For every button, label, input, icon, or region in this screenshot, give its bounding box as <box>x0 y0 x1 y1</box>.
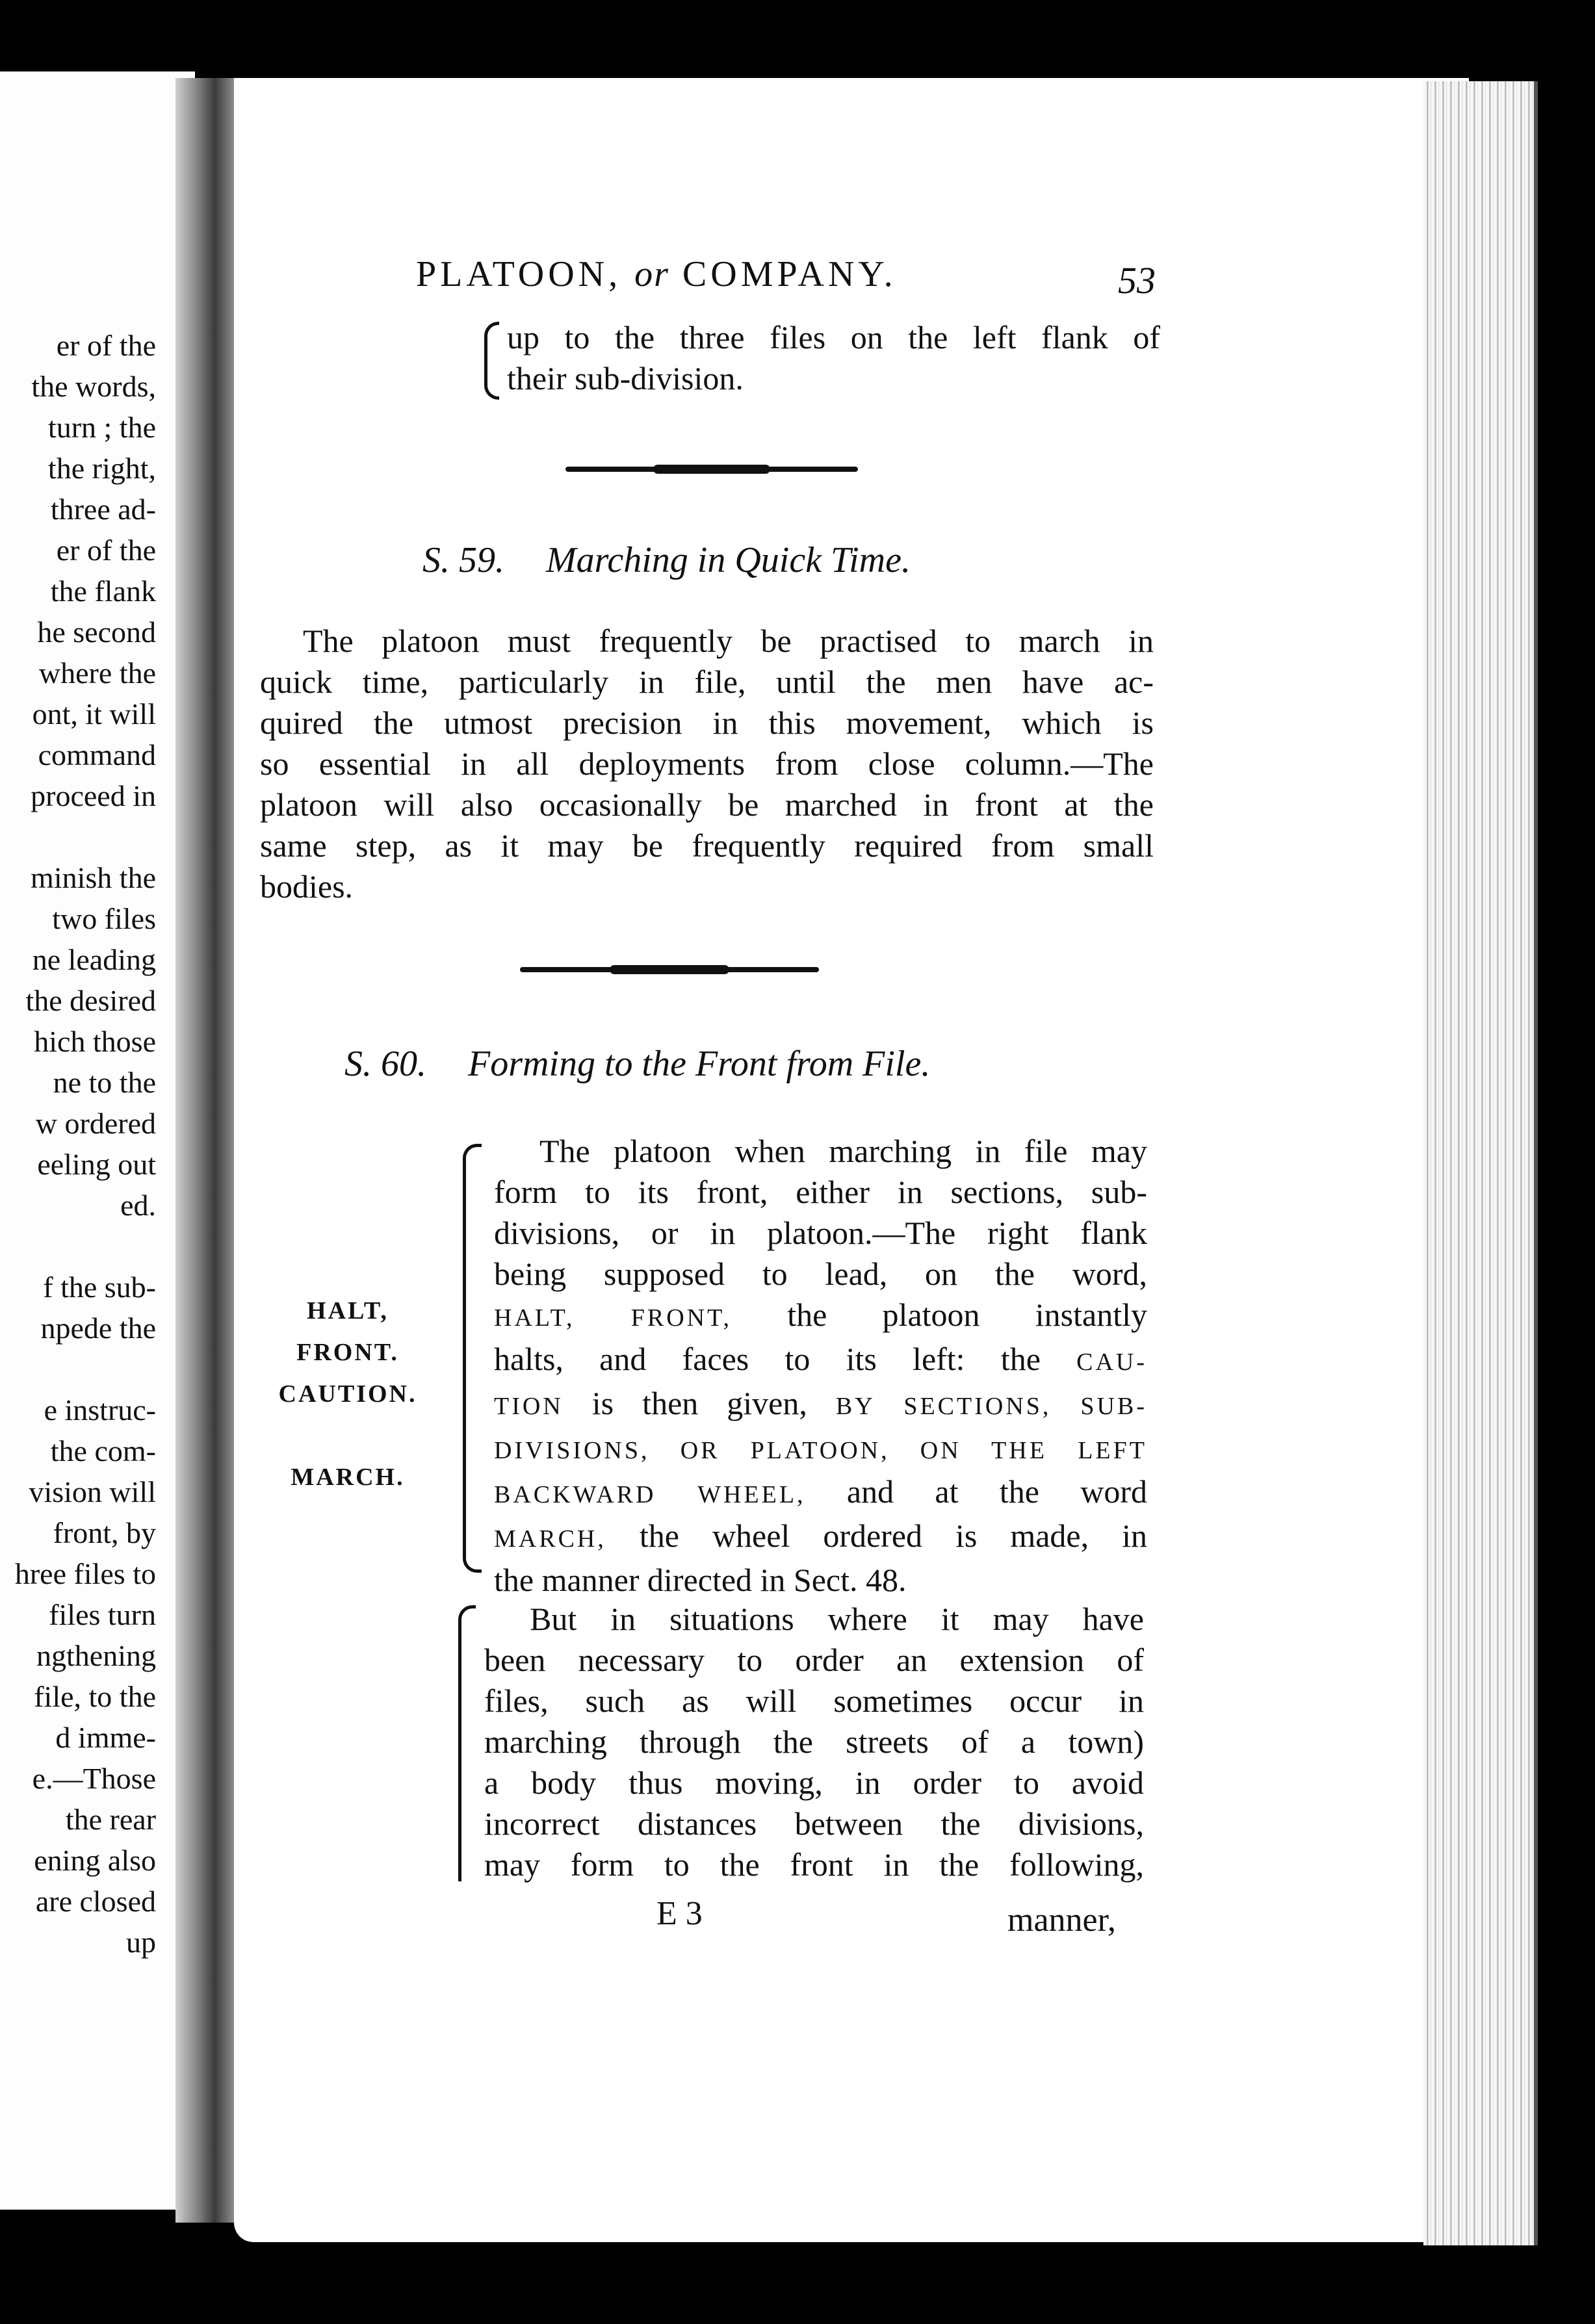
section-59-line: quick time, particularly in file, until the men have ac- <box>260 664 1154 700</box>
left-page-line: the com- <box>50 1434 156 1467</box>
para2-line: marching through the streets of a town) <box>484 1724 1144 1760</box>
left-page-line: he second <box>37 615 156 649</box>
page-edges <box>1423 81 1538 2245</box>
small-caps-text: BY SECTIONS, SUB- <box>835 1393 1147 1420</box>
left-page-line: minish the <box>31 861 156 894</box>
left-page-line: proceed in <box>31 779 156 812</box>
left-page-line: f the sub- <box>43 1271 156 1304</box>
section-59-line: The platoon must frequently be practised to march in <box>303 623 1154 659</box>
page-number: 53 <box>1118 259 1156 302</box>
left-page-line: e.—Those <box>32 1762 156 1795</box>
left-page-line: npede the <box>40 1311 156 1345</box>
section-59-line: platoon will also occasionally be marched in front at the <box>260 786 1154 823</box>
para1-text: is then given, <box>563 1385 836 1421</box>
left-page-line: command <box>38 738 156 771</box>
para2-line: may form to the front in the following, <box>484 1846 1144 1883</box>
left-page-gap <box>0 1349 156 1389</box>
small-caps-text: DIVISIONS, OR PLATOON, ON THE LEFT <box>494 1437 1147 1464</box>
section-59-line: quired the utmost precision in this movement, which is <box>260 704 1154 741</box>
continuation-text <box>507 317 1160 399</box>
para1-text: halts, and faces to its left: the <box>494 1341 1077 1377</box>
margin-note <box>260 1415 435 1456</box>
left-page-line: ne to the <box>53 1066 156 1099</box>
para1-line <box>494 1295 1147 1339</box>
left-page-line: ne leading <box>32 943 156 976</box>
left-page-line: ening also <box>34 1844 156 1877</box>
left-page-line: where the <box>38 656 156 690</box>
left-page-line: the flank <box>50 575 156 608</box>
para1-text: The platoon when marching in file may <box>539 1133 1147 1169</box>
left-page-gap <box>0 1226 156 1267</box>
section-60-para-2 <box>484 1599 1144 1885</box>
continuation-line: up to the three files on the left flank of <box>507 319 1160 355</box>
para1-text: the platoon instantly <box>732 1297 1147 1333</box>
left-page-line: turn ; the <box>47 411 156 444</box>
section-60-heading <box>344 1043 930 1085</box>
para1-line <box>494 1383 1147 1427</box>
running-head-part-a: PLATOON, <box>416 254 622 294</box>
section-rule <box>565 467 858 472</box>
left-page-line: d imme- <box>55 1721 156 1754</box>
left-page-line: are closed <box>35 1885 156 1918</box>
para1-line <box>494 1213 1147 1254</box>
catchword: manner, <box>1007 1902 1116 1939</box>
para1-text: form to its front, either in sections, sub- <box>494 1174 1147 1210</box>
left-page-line: two files <box>52 902 156 935</box>
left-page-line: ont, it will <box>32 697 156 730</box>
para2-line: But in situations where it may have <box>530 1601 1144 1637</box>
section-59-title: Marching in Quick Time. <box>546 540 911 580</box>
left-page-line: up <box>126 1926 156 1959</box>
section-60-title: Forming to the Front from File. <box>468 1044 931 1084</box>
left-page-line: er of the <box>56 534 156 567</box>
para1-line <box>494 1172 1147 1213</box>
para1-line <box>494 1471 1147 1516</box>
left-page-line: hree files to <box>14 1557 156 1590</box>
running-head-or: or <box>634 254 669 294</box>
section-59-number: S. 59. <box>422 540 504 580</box>
section-60-number: S. 60. <box>344 1044 426 1084</box>
left-page-line: the words, <box>31 370 156 403</box>
section-59-line: so essential in all deployments from close column.—The <box>260 745 1154 782</box>
section-59-line: same step, as it may be frequently required from small <box>260 827 1154 864</box>
section-59-heading <box>422 539 911 581</box>
small-caps-text: MARCH, <box>494 1525 606 1553</box>
section-60-para-1 <box>494 1131 1147 1601</box>
para1-line <box>494 1131 1147 1172</box>
small-caps-text: TION <box>494 1393 564 1420</box>
para1-text: and at the word <box>805 1473 1148 1510</box>
margin-note: HALT, <box>307 1297 389 1324</box>
para2-line: been necessary to order an extension of <box>484 1642 1144 1678</box>
section-rule <box>520 967 819 972</box>
running-head-part-b: COMPANY. <box>682 254 897 294</box>
left-page-line: vision will <box>29 1475 156 1508</box>
para1-line <box>494 1516 1147 1560</box>
para2-line: files, such as will sometimes occur in <box>484 1683 1144 1719</box>
paragraph-brace <box>458 1605 476 1881</box>
left-page-line: e instruc- <box>44 1393 156 1427</box>
para2-line: a body thus moving, in order to avoid <box>484 1764 1144 1801</box>
margin-note: FRONT. <box>296 1339 399 1366</box>
para2-line: incorrect distances between the divisions, <box>484 1805 1144 1842</box>
left-page-line: er of the <box>56 329 156 362</box>
continuation-brace <box>484 322 499 400</box>
small-caps-text: HALT, FRONT, <box>494 1304 732 1332</box>
continuation-line: their sub-division. <box>507 360 744 396</box>
left-page-line: the desired <box>25 984 156 1017</box>
section-59-line: bodies. <box>260 868 354 905</box>
para1-text: the wheel ordered is made, in <box>606 1517 1147 1554</box>
left-page-line: three ad- <box>50 493 156 526</box>
signature-mark: E 3 <box>656 1895 703 1932</box>
para1-line <box>494 1560 1147 1601</box>
left-page-line: front, by <box>53 1516 156 1549</box>
left-page-line: file, to the <box>34 1680 156 1713</box>
margin-notes <box>260 1290 435 1498</box>
para1-line <box>494 1427 1147 1471</box>
para1-line <box>494 1339 1147 1383</box>
section-59-body <box>260 621 1154 907</box>
left-page-gap <box>0 816 156 857</box>
small-caps-text: BACKWARD WHEEL, <box>494 1481 806 1508</box>
para1-text: being supposed to lead, on the word, <box>494 1256 1147 1292</box>
left-page-line: hich those <box>34 1025 156 1058</box>
para1-line <box>494 1254 1147 1295</box>
running-head <box>416 253 897 295</box>
left-page-line: the rear <box>65 1803 156 1836</box>
left-page-line: ngthening <box>36 1639 156 1672</box>
left-page-text <box>0 325 156 1963</box>
margin-note: CAUTION. <box>278 1380 417 1408</box>
margin-note: MARCH. <box>291 1464 405 1491</box>
left-page-line: ed. <box>120 1189 156 1222</box>
left-page-line: w ordered <box>35 1107 156 1140</box>
left-page-line: the right, <box>47 452 156 485</box>
para1-text: the manner directed in Sect. 48. <box>494 1562 907 1598</box>
left-page-line: eeling out <box>37 1148 156 1181</box>
paragraph-brace <box>463 1144 482 1573</box>
para1-text: divisions, or in platoon.—The right flank <box>494 1215 1147 1251</box>
small-caps-text: CAU- <box>1076 1349 1147 1376</box>
left-page-line: files turn <box>49 1598 156 1631</box>
left-page <box>0 71 195 2210</box>
